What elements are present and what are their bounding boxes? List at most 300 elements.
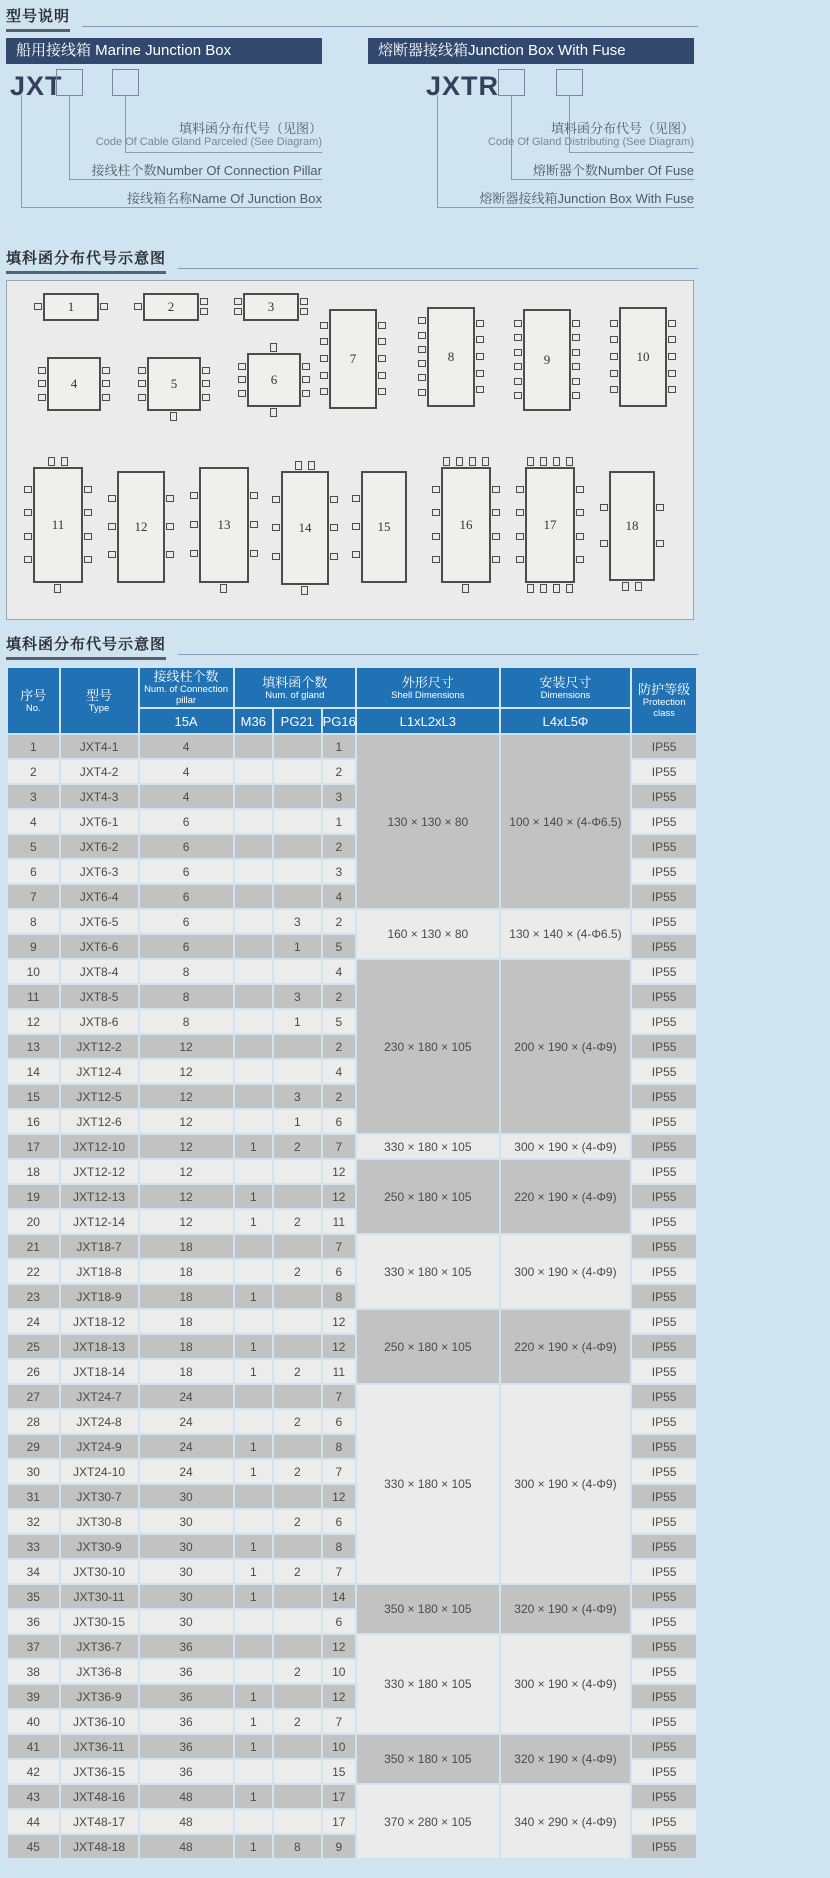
gland-box-number: 10 <box>636 349 650 364</box>
section-title-gland-diagram <box>6 250 700 274</box>
gland-tab <box>476 336 484 343</box>
cell-shell-dimensions: 330 × 180 × 105 <box>357 1235 499 1308</box>
cell-no: 15 <box>8 1085 59 1108</box>
cell-pg21 <box>274 1035 321 1058</box>
cell-15a: 12 <box>140 1035 233 1058</box>
cell-m36 <box>235 985 272 1008</box>
cell-shell-dimensions: 330 × 180 × 105 <box>357 1135 499 1158</box>
gland-box-number: 6 <box>270 372 278 387</box>
gland-tab <box>566 584 573 593</box>
section-title-spec-table <box>6 636 700 660</box>
cell-15a: 6 <box>140 935 233 958</box>
cell-type: JXT36-11 <box>61 1735 138 1758</box>
cell-type: JXT30-11 <box>61 1585 138 1608</box>
cell-mounting-dimensions: 300 × 190 × (4-Φ9) <box>501 1135 631 1158</box>
gland-tab <box>84 509 92 516</box>
cell-pg21 <box>274 1335 321 1358</box>
model-block-jxt <box>6 38 322 250</box>
cell-protection-class: IP55 <box>632 1110 696 1133</box>
cell-15a: 30 <box>140 1510 233 1533</box>
cell-protection-class: IP55 <box>632 885 696 908</box>
gland-tab <box>572 378 580 385</box>
gland-box-16 <box>441 467 491 583</box>
gland-tab <box>138 394 146 401</box>
cell-protection-class: IP55 <box>632 1035 696 1058</box>
cell-type: JXT18-14 <box>61 1360 138 1383</box>
gland-box-9 <box>523 309 571 411</box>
gland-tab <box>238 390 246 397</box>
cell-no: 14 <box>8 1060 59 1083</box>
gland-tab <box>443 457 450 466</box>
gland-tab <box>566 457 573 466</box>
subcol-m36: M36 <box>235 709 272 733</box>
gland-tab <box>300 308 308 315</box>
cell-type: JXT12-14 <box>61 1210 138 1233</box>
cell-15a: 4 <box>140 760 233 783</box>
cell-15a: 18 <box>140 1235 233 1258</box>
gland-tab <box>270 343 277 352</box>
cell-pg21: 2 <box>274 1135 321 1158</box>
gland-box-13 <box>199 467 249 583</box>
gland-box-14 <box>281 471 329 585</box>
cell-type: JXT8-4 <box>61 960 138 983</box>
cell-pg21 <box>274 860 321 883</box>
cell-pg16: 6 <box>323 1510 355 1533</box>
cell-pg16: 7 <box>323 1710 355 1733</box>
cell-protection-class: IP55 <box>632 1185 696 1208</box>
cell-pg16: 2 <box>323 1035 355 1058</box>
cell-pg16: 9 <box>323 1835 355 1858</box>
cell-15a: 24 <box>140 1435 233 1458</box>
gland-tab <box>378 388 386 395</box>
cell-mounting-dimensions: 320 × 190 × (4-Φ9) <box>501 1735 631 1783</box>
cell-no: 5 <box>8 835 59 858</box>
cell-type: JXT12-10 <box>61 1135 138 1158</box>
cell-pg16: 8 <box>323 1285 355 1308</box>
gland-tab <box>220 584 227 593</box>
table-row <box>8 1135 696 1158</box>
gland-tab <box>378 355 386 362</box>
gland-tab <box>514 320 522 327</box>
gland-tab <box>418 346 426 353</box>
cell-15a: 18 <box>140 1310 233 1333</box>
cell-protection-class: IP55 <box>632 1160 696 1183</box>
cell-protection-class: IP55 <box>632 810 696 833</box>
cell-protection-class: IP55 <box>632 1535 696 1558</box>
cell-type: JXT36-10 <box>61 1710 138 1733</box>
cell-pg16: 6 <box>323 1410 355 1433</box>
cell-15a: 30 <box>140 1610 233 1633</box>
gland-tab <box>540 584 547 593</box>
gland-tab <box>61 457 68 466</box>
cell-no: 19 <box>8 1185 59 1208</box>
cell-pg21 <box>274 1435 321 1458</box>
cell-type: JXT30-10 <box>61 1560 138 1583</box>
cell-15a: 12 <box>140 1185 233 1208</box>
gland-tab <box>272 553 280 560</box>
cell-pg16: 6 <box>323 1260 355 1283</box>
gland-tab <box>476 386 484 393</box>
cell-pg16: 17 <box>323 1785 355 1808</box>
cell-protection-class: IP55 <box>632 1385 696 1408</box>
cell-m36 <box>235 885 272 908</box>
model-block-jxtr <box>368 38 694 250</box>
cell-m36: 1 <box>235 1710 272 1733</box>
gland-box-12 <box>117 471 165 583</box>
cell-type: JXT12-13 <box>61 1185 138 1208</box>
cell-protection-class: IP55 <box>632 985 696 1008</box>
gland-tab <box>84 533 92 540</box>
cell-type: JXT24-7 <box>61 1385 138 1408</box>
cell-type: JXT36-7 <box>61 1635 138 1658</box>
cell-15a: 6 <box>140 885 233 908</box>
cell-pg16: 2 <box>323 835 355 858</box>
label-gland-code-en: Code Of Cable Gland Parceled (See Diagram) <box>95 136 322 148</box>
cell-pg16: 1 <box>323 810 355 833</box>
cell-no: 13 <box>8 1035 59 1058</box>
cell-mounting-dimensions: 200 × 190 × (4-Φ9) <box>501 960 631 1133</box>
cell-protection-class: IP55 <box>632 1410 696 1433</box>
cell-pg16: 12 <box>323 1310 355 1333</box>
gland-tab <box>492 509 500 516</box>
gland-box-18 <box>609 471 655 581</box>
gland-tab <box>492 486 500 493</box>
cell-15a: 48 <box>140 1835 233 1858</box>
cell-pg21 <box>274 1385 321 1408</box>
connector-line <box>21 95 22 207</box>
gland-tab <box>38 380 46 387</box>
cell-m36 <box>235 1660 272 1683</box>
cell-pg21 <box>274 1635 321 1658</box>
table-row <box>8 1585 696 1608</box>
gland-tab <box>514 363 522 370</box>
cell-type: JXT6-1 <box>61 810 138 833</box>
cell-15a: 8 <box>140 985 233 1008</box>
cell-type: JXT12-2 <box>61 1035 138 1058</box>
cell-pg21: 2 <box>274 1360 321 1383</box>
cell-type: JXT24-8 <box>61 1410 138 1433</box>
cell-pg21: 1 <box>274 1010 321 1033</box>
connector-line <box>437 207 694 208</box>
connector-line <box>21 207 322 208</box>
cell-protection-class: IP55 <box>632 760 696 783</box>
gland-tab <box>84 556 92 563</box>
gland-diagram-panel <box>6 280 694 620</box>
gland-tab <box>100 303 108 310</box>
subcol-pg21: PG21 <box>274 709 321 733</box>
cell-pg16: 17 <box>323 1810 355 1833</box>
gland-tab <box>200 298 208 305</box>
code-placeholder-box <box>498 69 525 96</box>
gland-tab <box>378 372 386 379</box>
gland-box-number: 2 <box>167 299 175 314</box>
cell-no: 11 <box>8 985 59 1008</box>
gland-tab <box>476 353 484 360</box>
cell-protection-class: IP55 <box>632 1735 696 1758</box>
cell-15a: 12 <box>140 1085 233 1108</box>
cell-no: 21 <box>8 1235 59 1258</box>
gland-tab <box>302 376 310 383</box>
cell-pg16: 12 <box>323 1685 355 1708</box>
cell-pg21: 1 <box>274 1110 321 1133</box>
cell-pg21 <box>274 885 321 908</box>
table-header-row <box>8 668 696 707</box>
model-naming-area <box>6 38 700 250</box>
cell-no: 22 <box>8 1260 59 1283</box>
gland-tab <box>668 353 676 360</box>
cell-type: JXT6-3 <box>61 860 138 883</box>
cell-pg16: 3 <box>323 860 355 883</box>
cell-no: 28 <box>8 1410 59 1433</box>
cell-protection-class: IP55 <box>632 1635 696 1658</box>
model-code-jxt: JXT <box>10 71 63 101</box>
cell-type: JXT18-13 <box>61 1335 138 1358</box>
cell-mounting-dimensions: 100 × 140 × (4-Φ6.5) <box>501 735 631 908</box>
gland-tab <box>576 509 584 516</box>
gland-box-number: 7 <box>349 351 357 366</box>
gland-box-number: 14 <box>298 520 312 535</box>
cell-type: JXT18-12 <box>61 1310 138 1333</box>
cell-type: JXT4-3 <box>61 785 138 808</box>
cell-protection-class: IP55 <box>632 1485 696 1508</box>
gland-tab <box>38 367 46 374</box>
cell-15a: 36 <box>140 1635 233 1658</box>
cell-mounting-dimensions: 130 × 140 × (4-Φ6.5) <box>501 910 631 958</box>
cell-15a: 24 <box>140 1385 233 1408</box>
gland-box-3 <box>243 293 299 321</box>
cell-no: 41 <box>8 1735 59 1758</box>
cell-pg21: 2 <box>274 1560 321 1583</box>
cell-pg21 <box>274 810 321 833</box>
cell-pg16: 8 <box>323 1535 355 1558</box>
gland-tab <box>572 392 580 399</box>
cell-type: JXT8-6 <box>61 1010 138 1033</box>
gland-tab <box>540 457 547 466</box>
cell-protection-class: IP55 <box>632 910 696 933</box>
label-pillar-count: 接线柱个数Number Of Connection Pillar <box>91 163 322 178</box>
gland-tab <box>635 582 642 591</box>
gland-tab <box>432 486 440 493</box>
cell-no: 3 <box>8 785 59 808</box>
gland-box-number: 15 <box>377 519 391 534</box>
cell-type: JXT36-9 <box>61 1685 138 1708</box>
cell-protection-class: IP55 <box>632 1560 696 1583</box>
cell-type: JXT30-15 <box>61 1610 138 1633</box>
cell-shell-dimensions: 250 × 180 × 105 <box>357 1160 499 1233</box>
gland-tab <box>238 376 246 383</box>
cell-m36 <box>235 910 272 933</box>
cell-pg16: 5 <box>323 935 355 958</box>
cell-pg21 <box>274 1160 321 1183</box>
cell-no: 42 <box>8 1760 59 1783</box>
cell-pg21 <box>274 1610 321 1633</box>
cell-protection-class: IP55 <box>632 1785 696 1808</box>
spec-table <box>6 666 698 1860</box>
cell-protection-class: IP55 <box>632 835 696 858</box>
gland-tab <box>527 457 534 466</box>
table-row <box>8 1310 696 1333</box>
gland-tab <box>476 320 484 327</box>
gland-tab <box>320 355 328 362</box>
gland-box-number: 11 <box>51 517 65 532</box>
cell-protection-class: IP55 <box>632 935 696 958</box>
gland-box-5 <box>147 357 201 411</box>
gland-tab <box>301 586 308 595</box>
gland-tab <box>166 523 174 530</box>
gland-tab <box>668 386 676 393</box>
label-fuse-box-name: 熔断器接线箱Junction Box With Fuse <box>479 191 694 206</box>
cell-protection-class: IP55 <box>632 1060 696 1083</box>
cell-protection-class: IP55 <box>632 785 696 808</box>
cell-m36 <box>235 1035 272 1058</box>
cell-pg21: 8 <box>274 1835 321 1858</box>
cell-m36 <box>235 1410 272 1433</box>
cell-shell-dimensions: 370 × 280 × 105 <box>357 1785 499 1858</box>
gland-tab <box>600 540 608 547</box>
gland-tab <box>352 495 360 502</box>
gland-tab <box>234 298 242 305</box>
gland-tab <box>202 394 210 401</box>
gland-tab <box>553 457 560 466</box>
cell-protection-class: IP55 <box>632 1460 696 1483</box>
cell-shell-dimensions: 330 × 180 × 105 <box>357 1385 499 1583</box>
gland-box-17 <box>525 467 575 583</box>
cell-protection-class: IP55 <box>632 1710 696 1733</box>
cell-pg21 <box>274 1535 321 1558</box>
cell-type: JXT30-9 <box>61 1535 138 1558</box>
code-placeholder-box <box>112 69 139 96</box>
col-header-no: 序号 No. <box>8 668 59 733</box>
section-title-rule <box>178 268 698 269</box>
cell-pg21 <box>274 960 321 983</box>
cell-m36: 1 <box>235 1360 272 1383</box>
cell-pg21 <box>274 735 321 758</box>
cell-type: JXT18-9 <box>61 1285 138 1308</box>
cell-protection-class: IP55 <box>632 1310 696 1333</box>
gland-tab <box>102 380 110 387</box>
cell-pg21 <box>274 835 321 858</box>
cell-type: JXT4-1 <box>61 735 138 758</box>
gland-tab <box>527 584 534 593</box>
cell-pg16: 4 <box>323 1060 355 1083</box>
cell-protection-class: IP55 <box>632 1585 696 1608</box>
gland-tab <box>170 412 177 421</box>
cell-protection-class: IP55 <box>632 1610 696 1633</box>
cell-no: 4 <box>8 810 59 833</box>
cell-15a: 6 <box>140 860 233 883</box>
col-header-protection: 防护等级 Protection class <box>632 668 696 733</box>
gland-tab <box>352 551 360 558</box>
gland-tab <box>514 392 522 399</box>
gland-tab <box>610 370 618 377</box>
cell-shell-dimensions: 250 × 180 × 105 <box>357 1310 499 1383</box>
connector-line <box>437 95 438 207</box>
gland-tab <box>234 308 242 315</box>
section-title-text: 填科函分布代号示意图 <box>6 633 166 660</box>
cell-pg21 <box>274 1310 321 1333</box>
gland-tab <box>576 533 584 540</box>
connector-line <box>69 96 70 179</box>
cell-no: 26 <box>8 1360 59 1383</box>
gland-tab <box>302 363 310 370</box>
gland-tab <box>553 584 560 593</box>
cell-protection-class: IP55 <box>632 1360 696 1383</box>
gland-tab <box>378 338 386 345</box>
gland-tab <box>108 523 116 530</box>
cell-mounting-dimensions: 300 × 190 × (4-Φ9) <box>501 1385 631 1583</box>
cell-m36 <box>235 735 272 758</box>
cell-pg21 <box>274 1735 321 1758</box>
gland-tab <box>432 533 440 540</box>
cell-shell-dimensions: 230 × 180 × 105 <box>357 960 499 1133</box>
cell-shell-dimensions: 330 × 180 × 105 <box>357 1635 499 1733</box>
gland-tab <box>138 367 146 374</box>
gland-tab <box>295 461 302 470</box>
table-row <box>8 1160 696 1183</box>
cell-no: 20 <box>8 1210 59 1233</box>
gland-tab <box>330 496 338 503</box>
gland-tab <box>656 504 664 511</box>
gland-tab <box>24 533 32 540</box>
cell-m36 <box>235 1485 272 1508</box>
cell-type: JXT30-8 <box>61 1510 138 1533</box>
cell-no: 34 <box>8 1560 59 1583</box>
col-header-type: 型号 Type <box>61 668 138 733</box>
cell-15a: 6 <box>140 910 233 933</box>
gland-tab <box>432 556 440 563</box>
label-gland-code: 填料函分布代号（见图） <box>550 121 694 136</box>
cell-no: 27 <box>8 1385 59 1408</box>
cell-pg21: 3 <box>274 1085 321 1108</box>
cell-m36 <box>235 1760 272 1783</box>
gland-tab <box>166 495 174 502</box>
cell-protection-class: IP55 <box>632 1835 696 1858</box>
gland-box-8 <box>427 307 475 407</box>
code-placeholder-box <box>56 69 83 96</box>
cell-15a: 36 <box>140 1760 233 1783</box>
label-fuse-count: 熔断器个数Number Of Fuse <box>532 163 694 178</box>
cell-mounting-dimensions: 320 × 190 × (4-Φ9) <box>501 1585 631 1633</box>
cell-type: JXT48-17 <box>61 1810 138 1833</box>
cell-no: 40 <box>8 1710 59 1733</box>
cell-pg21 <box>274 1185 321 1208</box>
cell-pg16: 10 <box>323 1660 355 1683</box>
cell-m36 <box>235 835 272 858</box>
gland-tab <box>352 523 360 530</box>
gland-tab <box>600 504 608 511</box>
cell-type: JXT6-4 <box>61 885 138 908</box>
gland-tab <box>308 461 315 470</box>
gland-tab <box>302 390 310 397</box>
cell-m36: 1 <box>235 1835 272 1858</box>
col-header-gland: 填料函个数 Num. of gland <box>235 668 355 707</box>
gland-tab <box>250 550 258 557</box>
cell-protection-class: IP55 <box>632 1760 696 1783</box>
cell-pg16: 11 <box>323 1360 355 1383</box>
cell-pg21: 2 <box>274 1510 321 1533</box>
section-title-text: 填科函分布代号示意图 <box>6 247 166 274</box>
cell-pg16: 2 <box>323 985 355 1008</box>
code-placeholder-box <box>556 69 583 96</box>
cell-no: 37 <box>8 1635 59 1658</box>
section-title-text: 型号说明 <box>6 5 70 32</box>
gland-tab <box>572 320 580 327</box>
gland-tab <box>378 322 386 329</box>
connector-line <box>69 179 322 180</box>
cell-pg16: 4 <box>323 960 355 983</box>
cell-pg21: 2 <box>274 1710 321 1733</box>
cell-shell-dimensions: 350 × 180 × 105 <box>357 1735 499 1783</box>
